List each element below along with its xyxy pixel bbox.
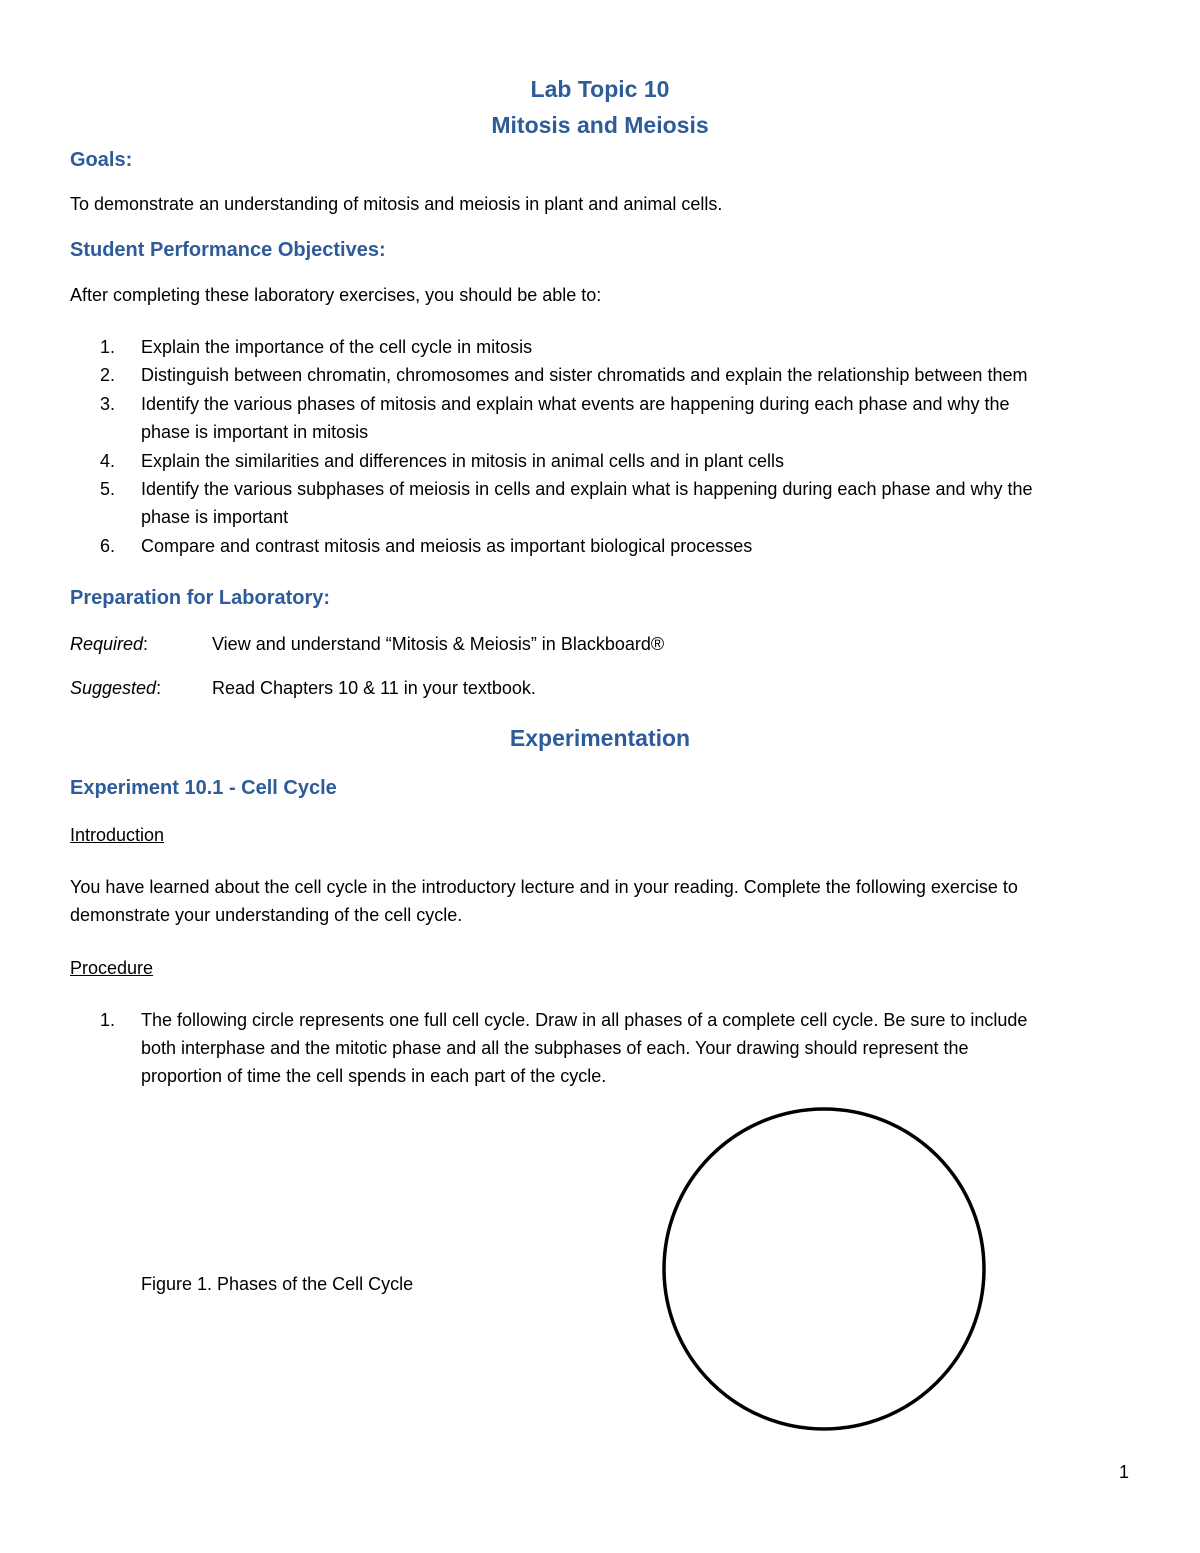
list-item-number: 1. [100, 337, 116, 357]
list-item-number: 5. [100, 479, 116, 499]
suggested-row: Suggested: [70, 678, 162, 698]
list-item-text: Explain the importance of the cell cycle in mitosis [141, 337, 533, 357]
introduction-line-1: You have learned about the cell cycle in the introductory lecture and in your reading. Complete the following exercise to [70, 877, 1018, 897]
step-number: 1. [100, 1010, 116, 1030]
introduction-heading: Introduction [70, 825, 165, 845]
introduction-line-2: demonstrate your understanding of the cell cycle. [70, 905, 463, 925]
figure-caption: Figure 1. Phases of the Cell Cycle [141, 1274, 414, 1294]
step-text-line: proportion of time the cell spends in each part of the cycle. [141, 1066, 607, 1086]
suggested-text: Read Chapters 10 & 11 in your textbook. [212, 678, 536, 698]
required-row: Required: [70, 634, 149, 654]
goals-heading: Goals: [70, 149, 133, 171]
list-item-text-continued: phase is important [141, 507, 289, 527]
page-number: 1 [1119, 1462, 1130, 1482]
objectives-intro: After completing these laboratory exercises, you should be able to: [70, 285, 602, 305]
step-text-line: both interphase and the mitotic phase and all the subphases of each. Your drawing should represent the [141, 1038, 969, 1058]
list-item-text: Explain the similarities and differences in mitosis in animal cells and in plant cells [141, 451, 784, 471]
required-text: View and understand “Mitosis & Meiosis” in Blackboard® [212, 634, 665, 654]
list-item-number: 2. [100, 365, 116, 385]
experiment-title: Experiment 10.1 - Cell Cycle [70, 777, 337, 799]
list-item-text: Distinguish between chromatin, chromosomes and sister chromatids and explain the relationship between them [141, 365, 1028, 385]
list-item-number: 3. [100, 394, 116, 414]
cell-cycle-circle [660, 1105, 990, 1435]
goals-text: To demonstrate an understanding of mitosis and meiosis in plant and animal cells. [70, 194, 723, 214]
preparation-heading: Preparation for Laboratory: [70, 587, 331, 609]
list-item-number: 6. [100, 536, 116, 556]
list-item-text: Identify the various phases of mitosis and explain what events are happening during each phase and why the [141, 394, 1010, 414]
required-label: Required [70, 634, 144, 654]
page-title: Lab Topic 10 [530, 76, 670, 102]
list-item-text: Identify the various subphases of meiosis in cells and explain what is happening during each phase and why the [141, 479, 1033, 499]
step-text-line: The following circle represents one full cell cycle. Draw in all phases of a complete cell cycle. Be sure to include [141, 1010, 1028, 1030]
objectives-heading: Student Performance Objectives: [70, 239, 386, 261]
experimentation-heading: Experimentation [509, 725, 691, 751]
page-subtitle: Mitosis and Meiosis [491, 112, 709, 138]
list-item-text: Compare and contrast mitosis and meiosis as important biological processes [141, 536, 753, 556]
procedure-heading: Procedure [70, 958, 154, 978]
list-item-text-continued: phase is important in mitosis [141, 422, 369, 442]
list-item-number: 4. [100, 451, 116, 471]
suggested-label: Suggested [70, 678, 157, 698]
cell-cycle-outline [664, 1109, 984, 1429]
